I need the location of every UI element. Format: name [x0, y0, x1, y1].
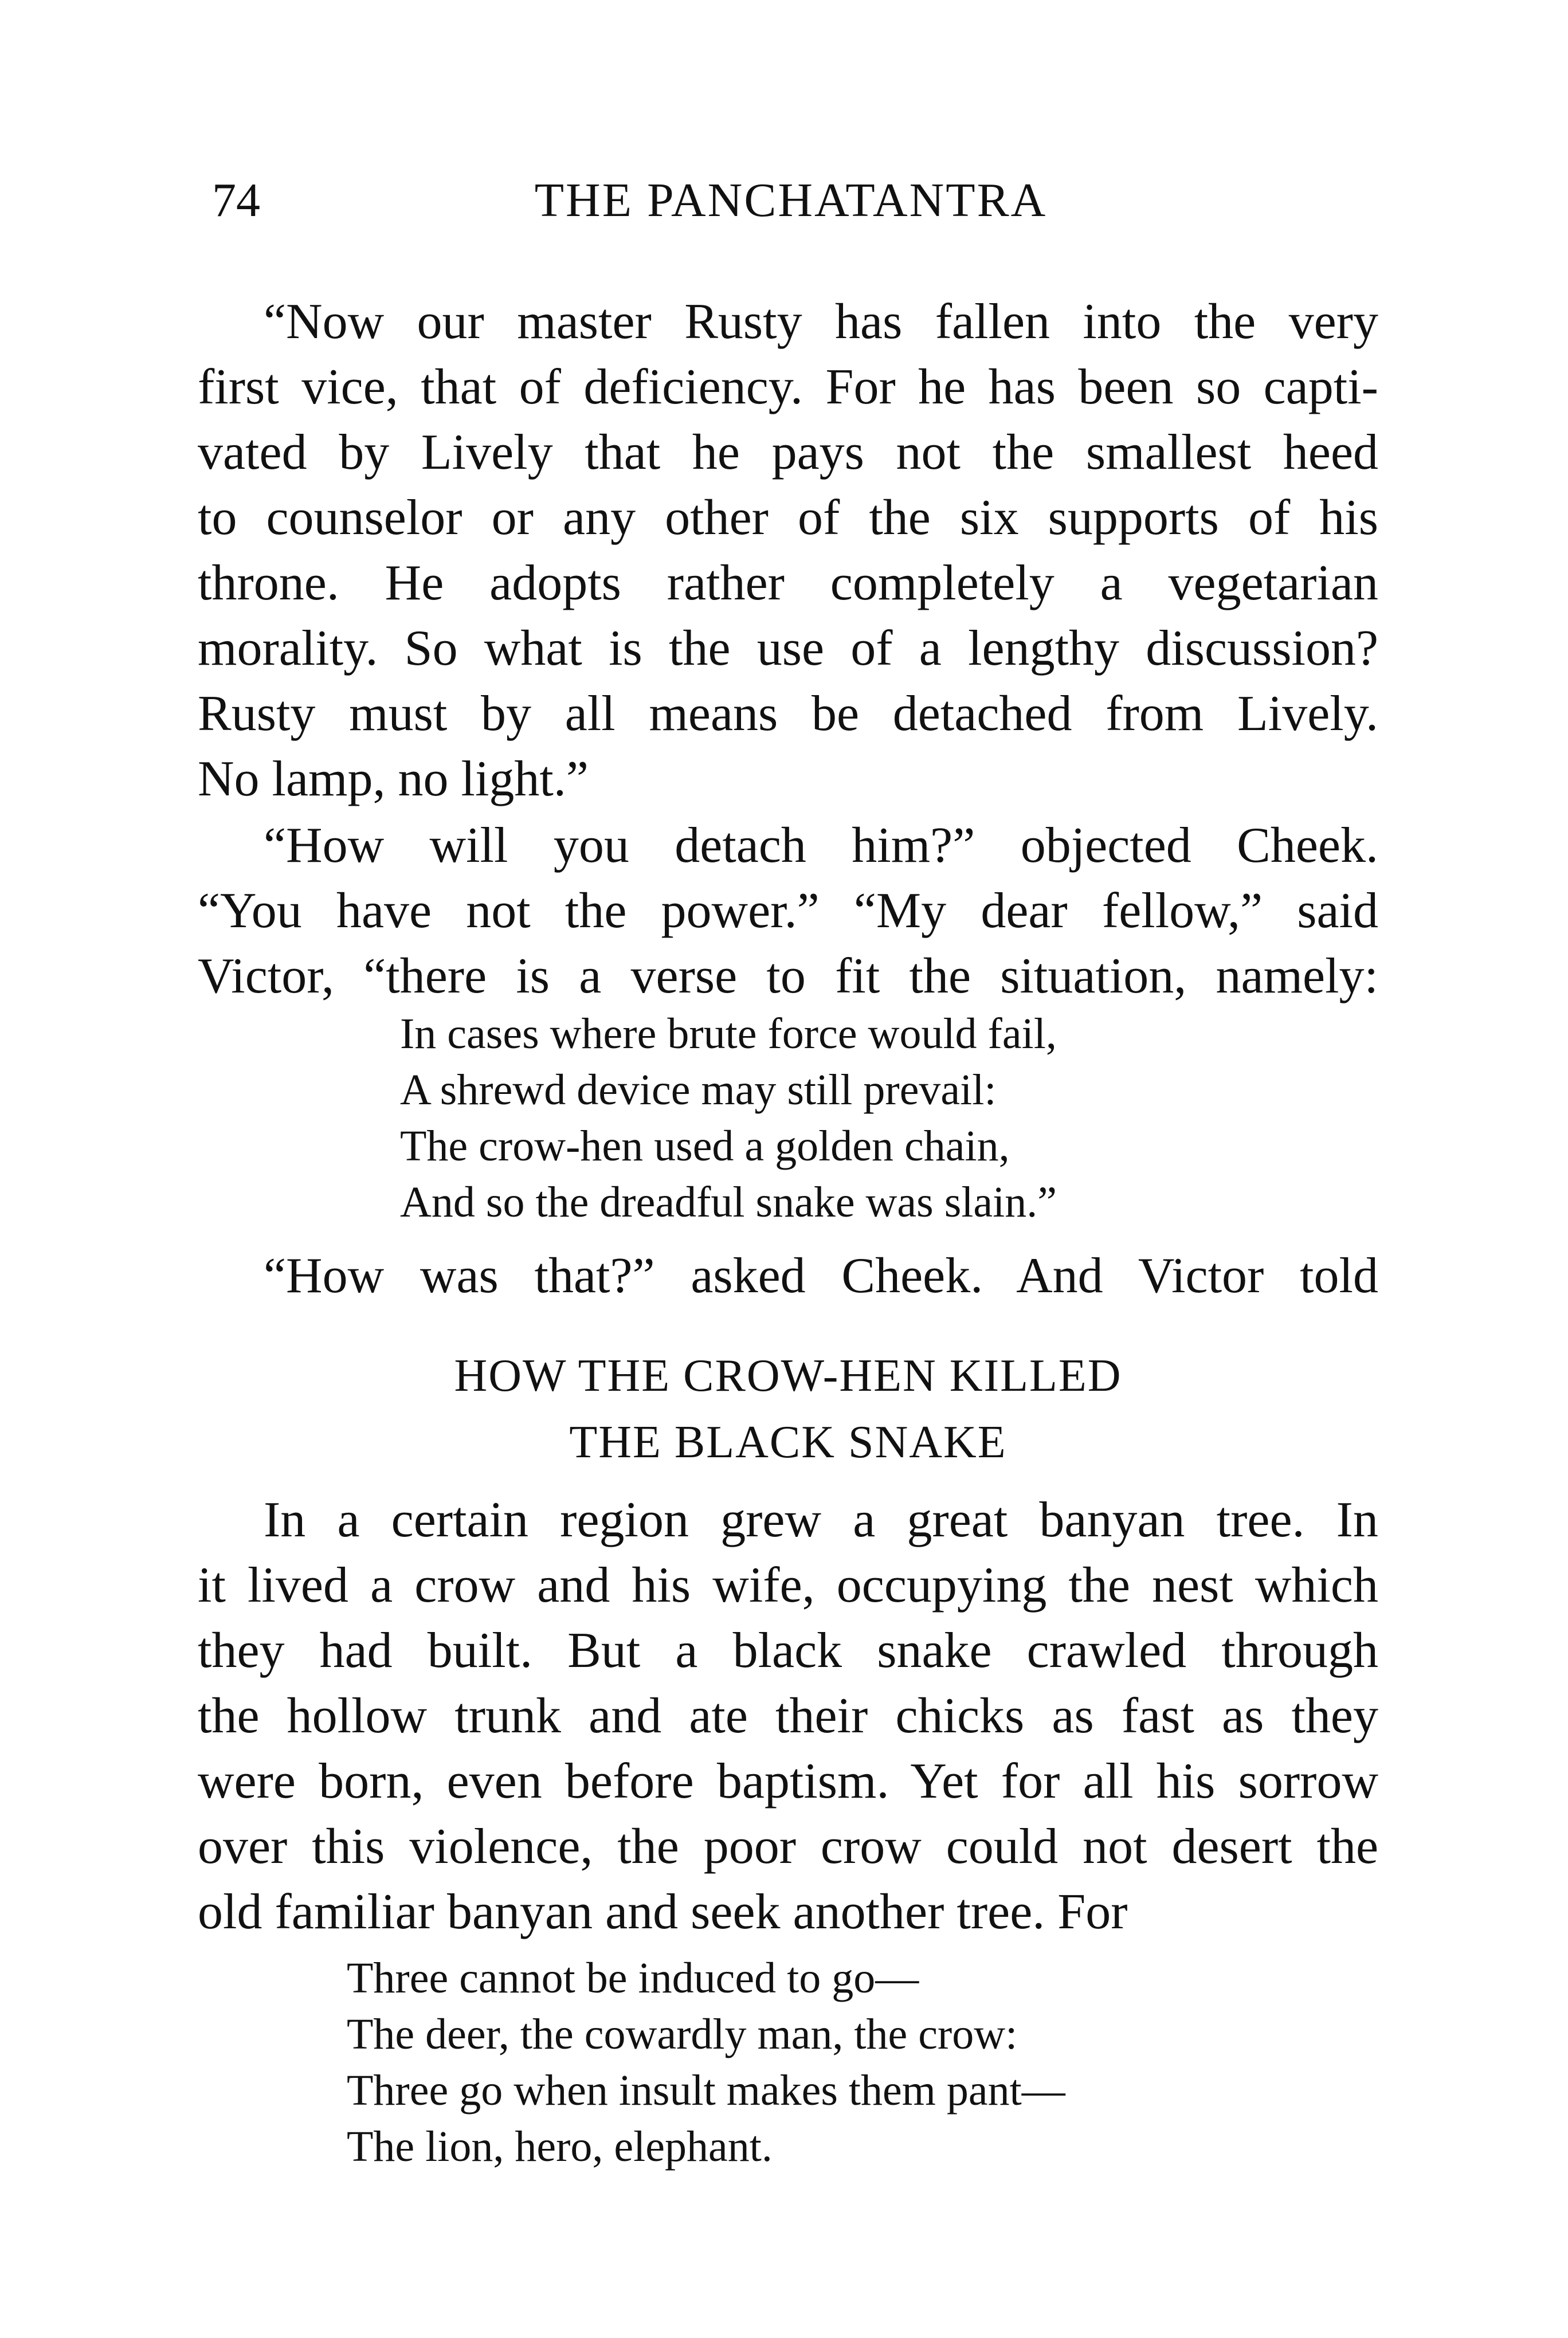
- verse-three-cannot-go: [347, 1950, 1065, 2175]
- text-line: over this violence, the poor crow could not desert the: [198, 1819, 1378, 1874]
- text-line: Victor, “there is a verse to fit the situation, namely:: [198, 948, 1378, 1004]
- paragraph-detach: [198, 813, 1378, 1009]
- running-head: THE PANCHATANTRA: [534, 174, 1048, 227]
- page-header: [201, 166, 1381, 235]
- text-line: old familiar banyan and seek another tree. For: [198, 1884, 1128, 1940]
- text-line: throne. He adopts rather completely a vegetarian: [198, 555, 1378, 611]
- paragraph-how-was-that: [198, 1243, 1378, 1309]
- paragraph-banyan-tree: [198, 1488, 1378, 1945]
- verse-brute-force: [400, 1006, 1057, 1230]
- text-line: In a certain region grew a great banyan tree. In: [264, 1492, 1378, 1548]
- text-line: the hollow trunk and ate their chicks as fast as they: [198, 1688, 1378, 1744]
- text-line: it lived a crow and his wife, occupying the nest which: [198, 1558, 1378, 1613]
- text-line: to counselor or any other of the six supports of his: [198, 490, 1378, 546]
- verse-line: Three go when insult makes them pant—: [347, 2066, 1065, 2115]
- verse-line: In cases where brute force would fail,: [400, 1010, 1057, 1058]
- page-number: 74: [212, 174, 260, 227]
- story-title-line: HOW THE CROW-HEN KILLED: [454, 1351, 1122, 1401]
- verse-line: Three cannot be induced to go—: [347, 1954, 919, 2002]
- story-title: [198, 1343, 1378, 1476]
- verse-line: The lion, hero, elephant.: [347, 2123, 773, 2171]
- text-line: morality. So what is the use of a lengthy discussion?: [198, 621, 1378, 676]
- text-line: No lamp, no light.”: [198, 751, 589, 807]
- story-title-line: THE BLACK SNAKE: [569, 1417, 1007, 1468]
- text-line: vated by Lively that he pays not the smallest heed: [198, 425, 1378, 480]
- verse-line: A shrewd device may still prevail:: [400, 1066, 997, 1114]
- text-line: were born, even before baptism. Yet for all his sorrow: [198, 1753, 1378, 1809]
- text-line: “You have not the power.” “My dear fellow,” said: [198, 883, 1378, 939]
- text-line: “Now our master Rusty has fallen into the very: [264, 294, 1378, 350]
- text-line: “How was that?” asked Cheek. And Victor told: [264, 1248, 1378, 1304]
- verse-line: And so the dreadful snake was slain.”: [400, 1178, 1057, 1226]
- text-line: Rusty must by all means be detached from Lively.: [198, 686, 1378, 742]
- text-line: first vice, that of deficiency. For he has been so capti-: [198, 359, 1378, 415]
- paragraph-rusty-vice: [198, 289, 1378, 812]
- text-line: “How will you detach him?” objected Cheek.: [264, 818, 1378, 873]
- verse-line: The deer, the cowardly man, the crow:: [347, 2010, 1018, 2058]
- verse-line: The crow-hen used a golden chain,: [400, 1122, 1010, 1170]
- text-line: they had built. But a black snake crawled through: [198, 1623, 1378, 1678]
